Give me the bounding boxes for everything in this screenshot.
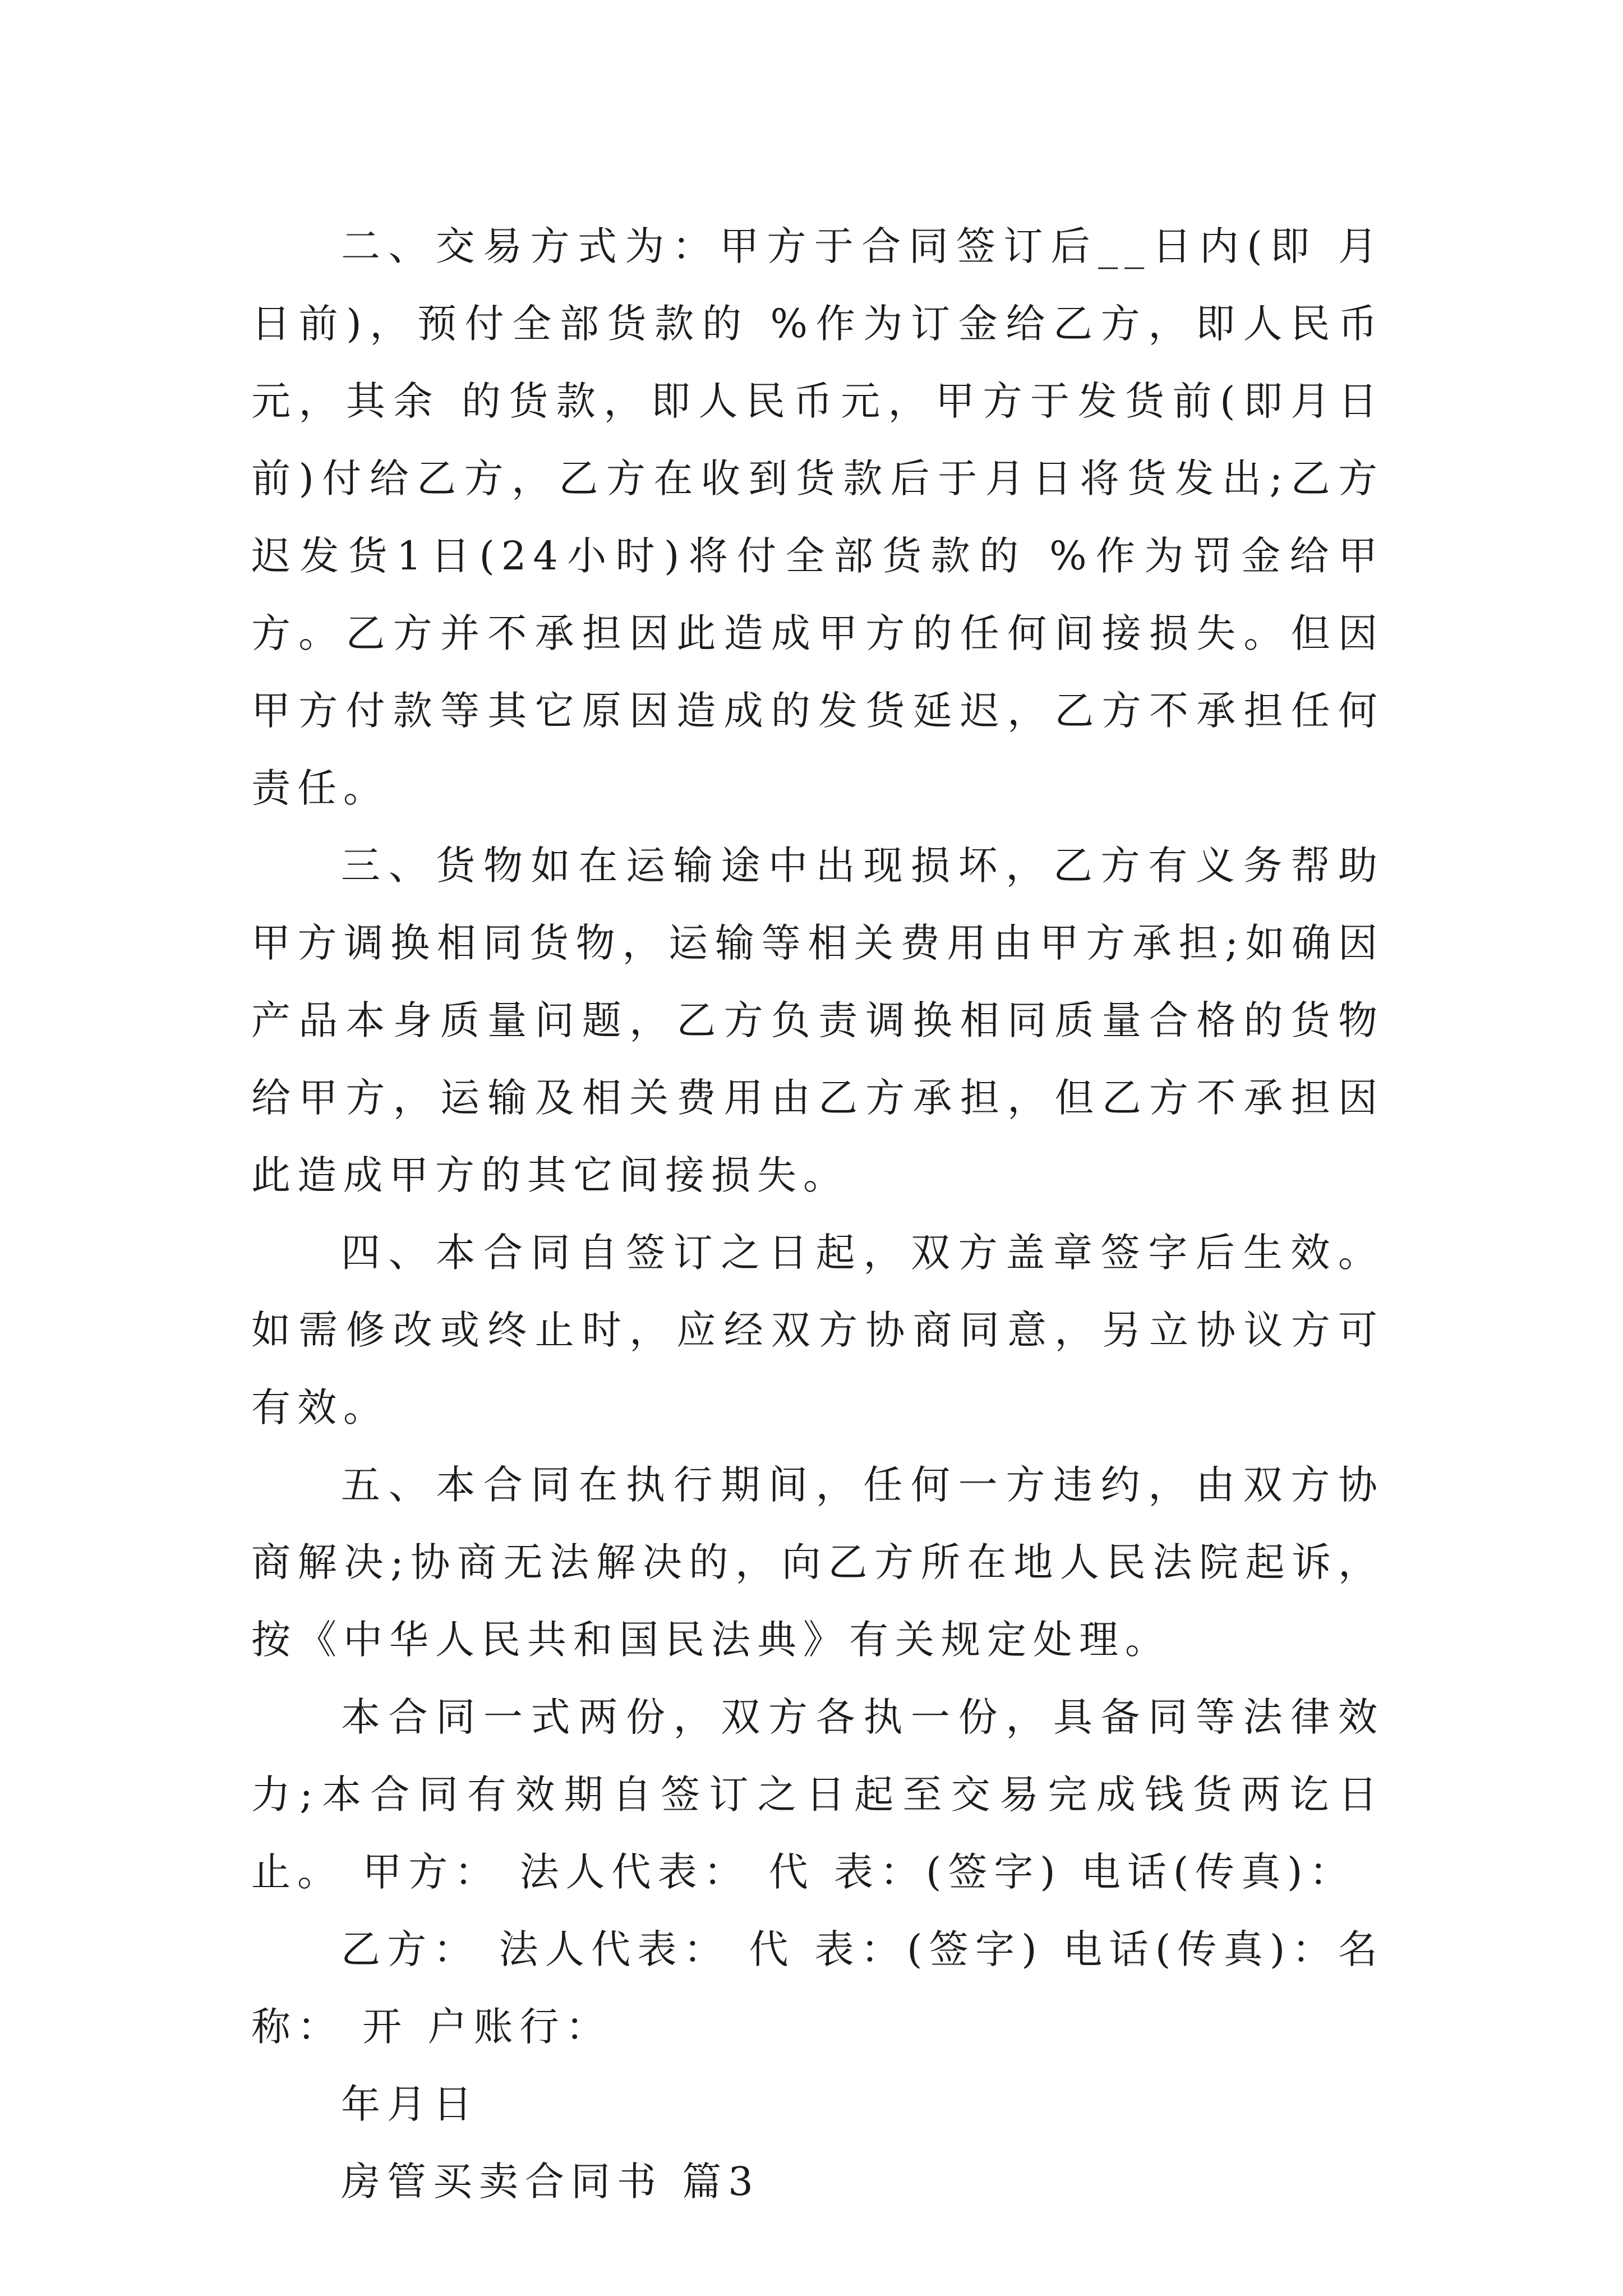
clause-two-paragraph: 二、交易方式为：甲方于合同签订后__日内(即 月 日前)，预付全部货款的 %作为订金给乙方，即人民币元，其余 的货款，即人民币元，甲方于发货前(即月日前)付给乙方，乙方在收到货款后于月日将货发出;乙方迟发货1日(24小时)将付全部货款的 %作为罚金给甲方。乙方并不承担因此造成甲方的任何间接损失。但因甲方付款等其它原因造成的发货延迟，乙方不承担任何责任。 (251, 223, 1384, 811)
clause-three-paragraph: 三、货物如在运输途中出现损坏，乙方有义务帮助甲方调换相同货物，运输等相关费用由甲方承担;如确因产品本身质量问题，乙方负责调换相同质量合格的货物给甲方，运输及相关费用由乙方承担，但乙方不承担因此造成甲方的其它间接损失。 (251, 843, 1384, 1198)
party-b-paragraph: 乙方： 法人代表： 代 表：(签字) 电话(传真)：名称： 开 户账行： (251, 1926, 1384, 2050)
contract-copies-paragraph: 本合同一式两份，双方各执一份，具备同等法律效力;本合同有效期自签订之日起至交易完成钱货两讫日止。 甲方： 法人代表： 代 表：(签字) 电话(传真)： (251, 1694, 1384, 1895)
clause-five-paragraph: 五、本合同在执行期间，任何一方违约，由双方协商解决;协商无法解决的，向乙方所在地人民法院起诉，按《中华人民共和国民法典》有关规定处理。 (251, 1462, 1384, 1663)
clause-four-paragraph: 四、本合同自签订之日起，双方盖章签字后生效。如需修改或终止时，应经双方协商同意，另立协议方可有效。 (251, 1230, 1384, 1430)
document-body (251, 208, 1384, 2220)
next-section-title: 房管买卖合同书 篇3 (341, 2159, 760, 2205)
date-line: 年月日 (341, 2081, 479, 2127)
